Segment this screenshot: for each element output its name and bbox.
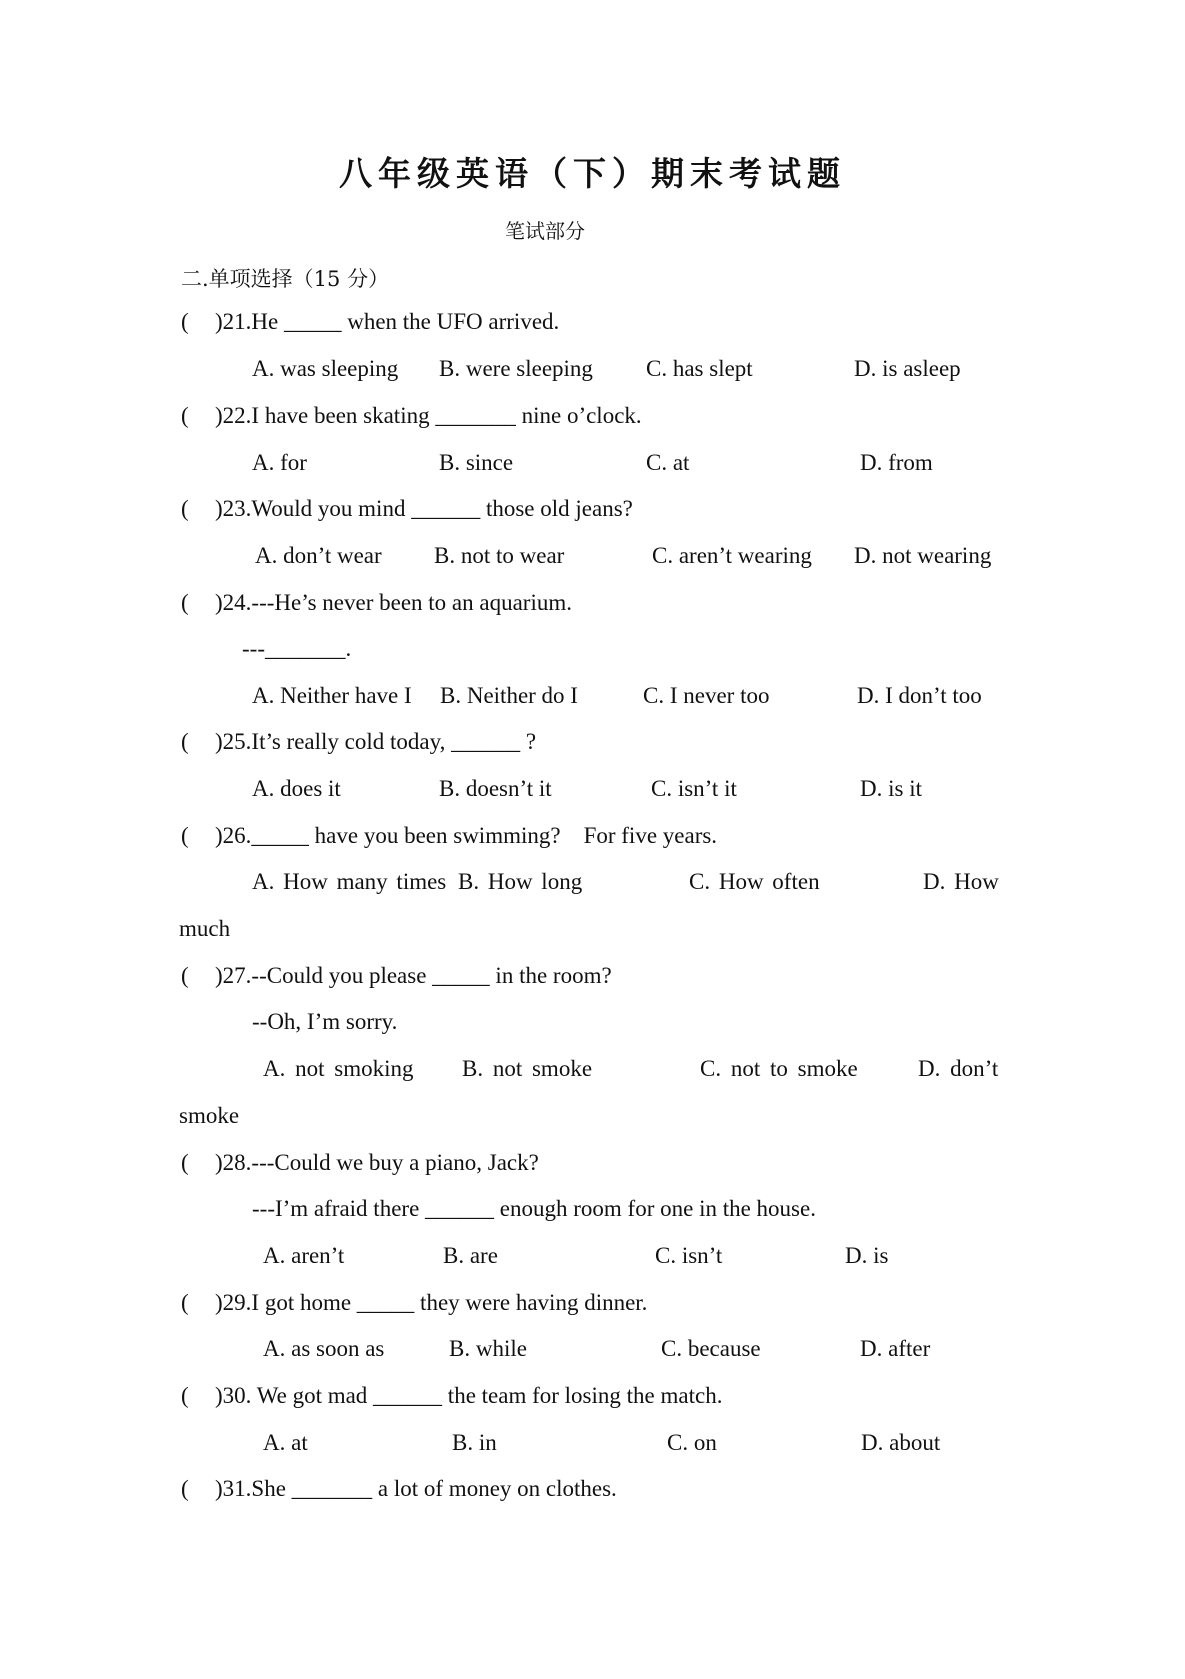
option-a: A. at	[263, 1430, 308, 1455]
question-stem: ( )29.I got home _____ they were having dinner.	[181, 1290, 648, 1315]
option-b: B. Neither do I	[440, 683, 578, 708]
option-d: D. after	[860, 1336, 931, 1361]
question-stem: ( )25.It’s really cold today, ______ ?	[181, 729, 537, 754]
option-b: B. doesn’t it	[439, 776, 552, 801]
option-b: B. not to wear	[434, 543, 565, 568]
question-stem: ( )23.Would you mind ______ those old jeans?	[181, 496, 633, 521]
question-stem: ( )21.He _____ when the UFO arrived.	[181, 309, 560, 334]
option-d: D. about	[861, 1430, 941, 1455]
option-a: A. aren’t	[263, 1243, 345, 1268]
question-stem: ( )22.I have been skating _______ nine o’clock.	[181, 403, 642, 428]
option-b: B. How long	[458, 869, 583, 894]
option-c: C. because	[661, 1336, 761, 1361]
option-c: C. I never too	[643, 683, 770, 708]
option-a: A. as soon as	[263, 1336, 385, 1361]
option-d-wrap: smoke	[179, 1103, 240, 1128]
option-d: D. from	[860, 450, 933, 475]
question-stem: ( )27.--Could you please _____ in the room?	[181, 963, 612, 988]
page-subtitle: 笔试部分	[505, 219, 585, 243]
option-b: B. since	[439, 450, 514, 475]
option-a: A. not smoking	[263, 1056, 414, 1081]
option-b: B. while	[449, 1336, 527, 1361]
option-d: D. is it	[860, 776, 922, 801]
option-c: C. isn’t it	[651, 776, 737, 801]
question-stem: ( )26._____ have you been swimming? For five years.	[181, 823, 718, 848]
question-stem: ( )28.---Could we buy a piano, Jack?	[181, 1150, 539, 1175]
option-b: B. are	[443, 1243, 498, 1268]
option-a: A. was sleeping	[252, 356, 399, 381]
option-d: D. is	[845, 1243, 889, 1268]
option-c: C. on	[667, 1430, 717, 1455]
question-stem: ( )24.---He’s never been to an aquarium.	[181, 590, 572, 615]
option-d: D. don’t	[918, 1056, 999, 1081]
question-stem: ( )31.She _______ a lot of money on clothes.	[181, 1476, 617, 1501]
option-d: D. not wearing	[854, 543, 992, 568]
question-stem: ( )30. We got mad ______ the team for losing the match.	[181, 1383, 723, 1408]
option-a: A. Neither have I	[252, 683, 412, 708]
option-d: D. I don’t too	[857, 683, 982, 708]
option-a: A. for	[252, 450, 307, 475]
option-c: C. How often	[689, 869, 820, 894]
section-heading: 二.单项选择（15 分）	[181, 267, 390, 291]
option-c: C. has slept	[646, 356, 753, 381]
option-d: D. How	[923, 869, 999, 894]
option-a: A. How many times	[252, 869, 447, 894]
option-a: A. does it	[252, 776, 341, 801]
answer-line: ---I’m afraid there ______ enough room for one in the house.	[252, 1196, 816, 1221]
option-c: C. isn’t	[655, 1243, 723, 1268]
option-c: C. not to smoke	[700, 1056, 858, 1081]
option-c: C. at	[646, 450, 690, 475]
option-c: C. aren’t wearing	[652, 543, 812, 568]
option-b: B. not smoke	[462, 1056, 593, 1081]
option-b: B. in	[452, 1430, 497, 1455]
answer-line: ---_______.	[242, 636, 352, 661]
option-d-wrap: much	[179, 916, 231, 941]
option-b: B. were sleeping	[439, 356, 593, 381]
option-d: D. is asleep	[854, 356, 961, 381]
answer-line: --Oh, I’m sorry.	[252, 1009, 398, 1034]
page-title: 八年级英语（下）期末考试题	[339, 154, 846, 193]
option-a: A. don’t wear	[255, 543, 382, 568]
